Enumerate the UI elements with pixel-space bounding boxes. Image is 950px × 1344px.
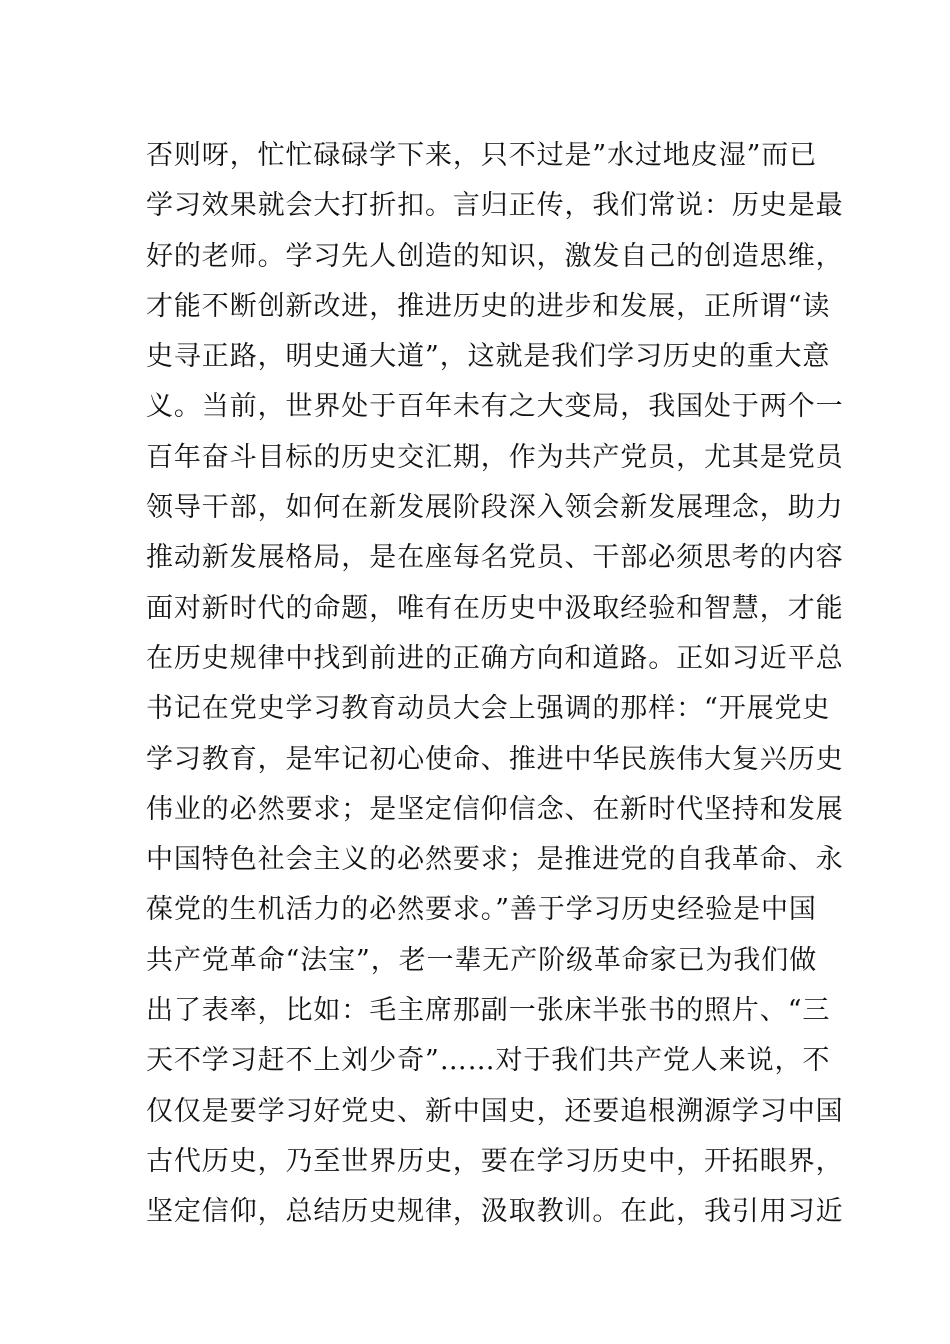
text-line: 好的老师。学习先人创造的知识，激发自己的创造思维， (146, 240, 844, 272)
text-line: 否则呀，忙忙碌碌学下来，只不过是”水过地皮湿”而已 (146, 140, 818, 171)
text-line: 古代历史，乃至世界历史，要在学习历史中，开拓眼界， (146, 1145, 844, 1177)
text-line: 伟业的必然要求；是坚定信仰信念、在新时代坚持和发展 (146, 793, 844, 825)
text-line: 书记在党史学习教育动员大会上强调的那样：“开展党史 (146, 693, 831, 725)
text-line: 坚定信仰，总结历史规律，汲取教训。在此，我引用习近 (146, 1196, 844, 1228)
text-line: 义。当前，世界处于百年未有之大变局，我国处于两个一 (146, 391, 844, 423)
text-line: 中国特色社会主义的必然要求；是推进党的自我革命、永 (146, 844, 844, 876)
text-line: 百年奋斗目标的历史交汇期，作为共产党员，尤其是党员 (146, 441, 844, 473)
text-line: 仅仅是要学习好党史、新中国史，还要追根溯源学习中国 (146, 1095, 844, 1127)
text-line: 史寻正路，明史通大道”，这就是我们学习历史的重大意 (146, 341, 831, 373)
body-text (146, 131, 844, 1238)
text-line: 才能不断创新改进，推进历史的进步和发展，正所谓“读 (146, 290, 831, 322)
text-line: 学习效果就会大打折扣。言归正传，我们常说：历史是最 (146, 190, 844, 222)
text-line: 推动新发展格局，是在座每名党员、干部必须思考的内容 (146, 542, 844, 574)
text-line: 面对新时代的命题，唯有在历史中汲取经验和智慧，才能 (146, 592, 844, 624)
text-line: 学习教育，是牢记初心使命、推进中华民族伟大复兴历史 (146, 743, 844, 775)
text-line: 葆党的生机活力的必然要求。”善于学习历史经验是中国 (146, 894, 817, 926)
text-line: 领导干部，如何在新发展阶段深入领会新发展理念，助力 (146, 492, 844, 524)
text-line: 共产党革命“法宝”，老一辈无产阶级革命家已为我们做 (146, 944, 818, 976)
text-line: 在历史规律中找到前进的正确方向和道路。正如习近平总 (146, 642, 844, 674)
text-line: 出了表率，比如：毛主席那副一张床半张书的照片、“三 (146, 995, 831, 1027)
text-line: 天不学习赶不上刘少奇”……对于我们共产党人来说，不 (146, 1045, 831, 1077)
